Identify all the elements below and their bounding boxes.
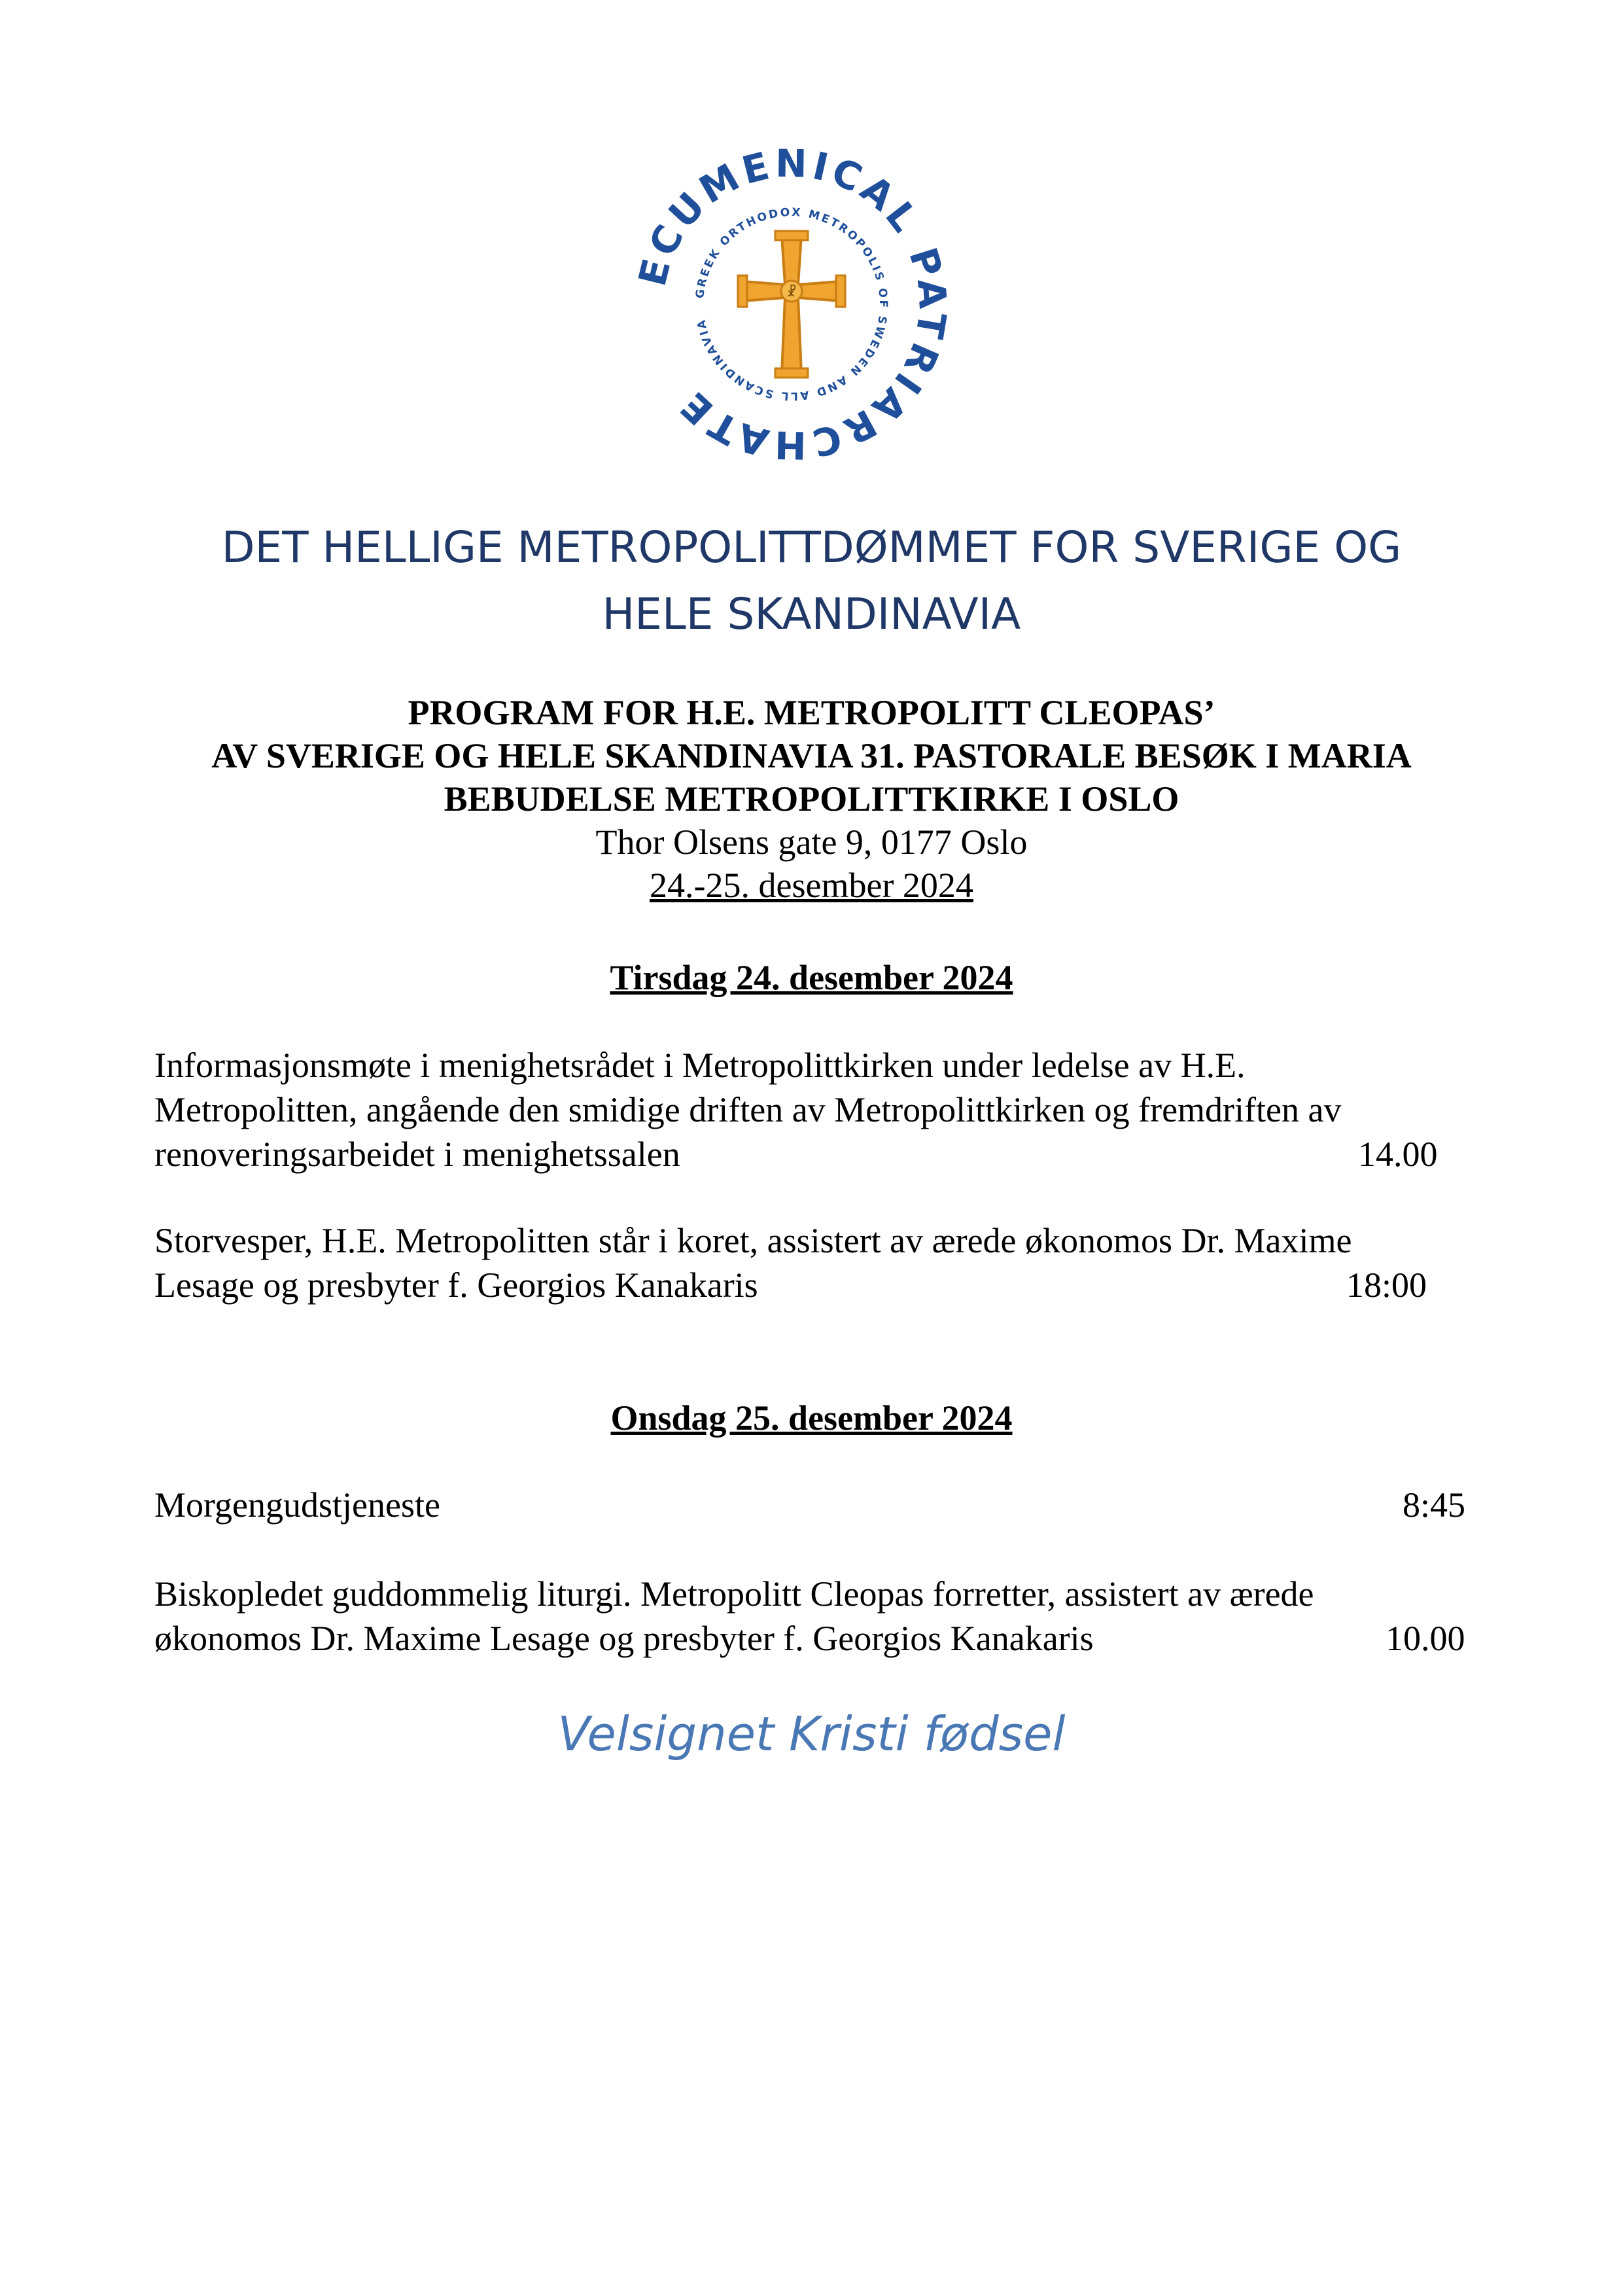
event-line: Informasjonsmøte i menighetsrådet i Metropolittkirken under ledelse av H.E. xyxy=(154,1046,1246,1085)
logo-graphic xyxy=(615,128,968,481)
event-line: Biskopledet guddommelig liturgi. Metropolitt Cleopas forretter, assistert av ærede xyxy=(154,1574,1314,1614)
event-line: Morgengudstjeneste xyxy=(154,1485,440,1525)
event-time: 18:00 xyxy=(1346,1265,1427,1305)
svg-text:☧: ☧ xyxy=(786,284,797,300)
event-line: Storvesper, H.E. Metropolitten står i koret, assistert av ærede økonomos Dr. Maxime xyxy=(154,1221,1352,1260)
logo-outer-text: ECUMENICAL PATRIARCHATE xyxy=(629,141,956,468)
logo-inner-text: GREEK ORTHODOX METROPOLIS OF SWEDEN AND ALL SCANDINAVIA xyxy=(693,205,890,403)
program-header xyxy=(0,691,1623,907)
program-title-line-3: BEBUDELSE METROPOLITTKIRKE I OSLO xyxy=(444,779,1179,819)
christmas-blessing: Velsignet Kristi fødsel xyxy=(557,1706,1066,1761)
event-vespers xyxy=(154,1218,1476,1307)
event-line: Lesage og presbyter f. Georgios Kanakaris xyxy=(154,1265,758,1305)
event-matins xyxy=(154,1483,1476,1527)
event-line: Metropolitten, angående den smidige driften av Metropolittkirken og fremdriften av xyxy=(154,1090,1342,1129)
event-line: økonomos Dr. Maxime Lesage og presbyter f. Georgios Kanakaris xyxy=(154,1619,1094,1658)
program-address: Thor Olsens gate 9, 0177 Oslo xyxy=(595,822,1028,862)
ecumenical-patriarchate-logo xyxy=(615,128,968,481)
event-time: 8:45 xyxy=(1403,1485,1466,1525)
event-time: 14.00 xyxy=(1358,1135,1438,1174)
heading-line-2: HELE SKANDINAVIA xyxy=(602,589,1021,639)
event-time: 10.00 xyxy=(1386,1619,1465,1658)
day-heading-tuesday: Tirsdag 24. desember 2024 xyxy=(610,958,1013,997)
cross-icon xyxy=(738,231,845,378)
heading-line-1: DET HELLIGE METROPOLITTDØMMET FOR SVERIGE OG xyxy=(221,522,1402,573)
program-dates: 24.-25. desember 2024 xyxy=(650,866,973,905)
event-information-meeting xyxy=(154,1043,1476,1176)
metropolis-heading xyxy=(0,514,1623,648)
day-heading-wednesday: Onsdag 25. desember 2024 xyxy=(610,1398,1013,1438)
event-divine-liturgy xyxy=(154,1572,1476,1661)
program-title-line-1: PROGRAM FOR H.E. METROPOLITT CLEOPAS’ xyxy=(408,693,1215,732)
program-title-line-2: AV SVERIGE OG HELE SKANDINAVIA 31. PASTORALE BESØK I MARIA xyxy=(211,736,1412,775)
event-line: renoveringsarbeidet i menighetssalen xyxy=(154,1135,680,1174)
